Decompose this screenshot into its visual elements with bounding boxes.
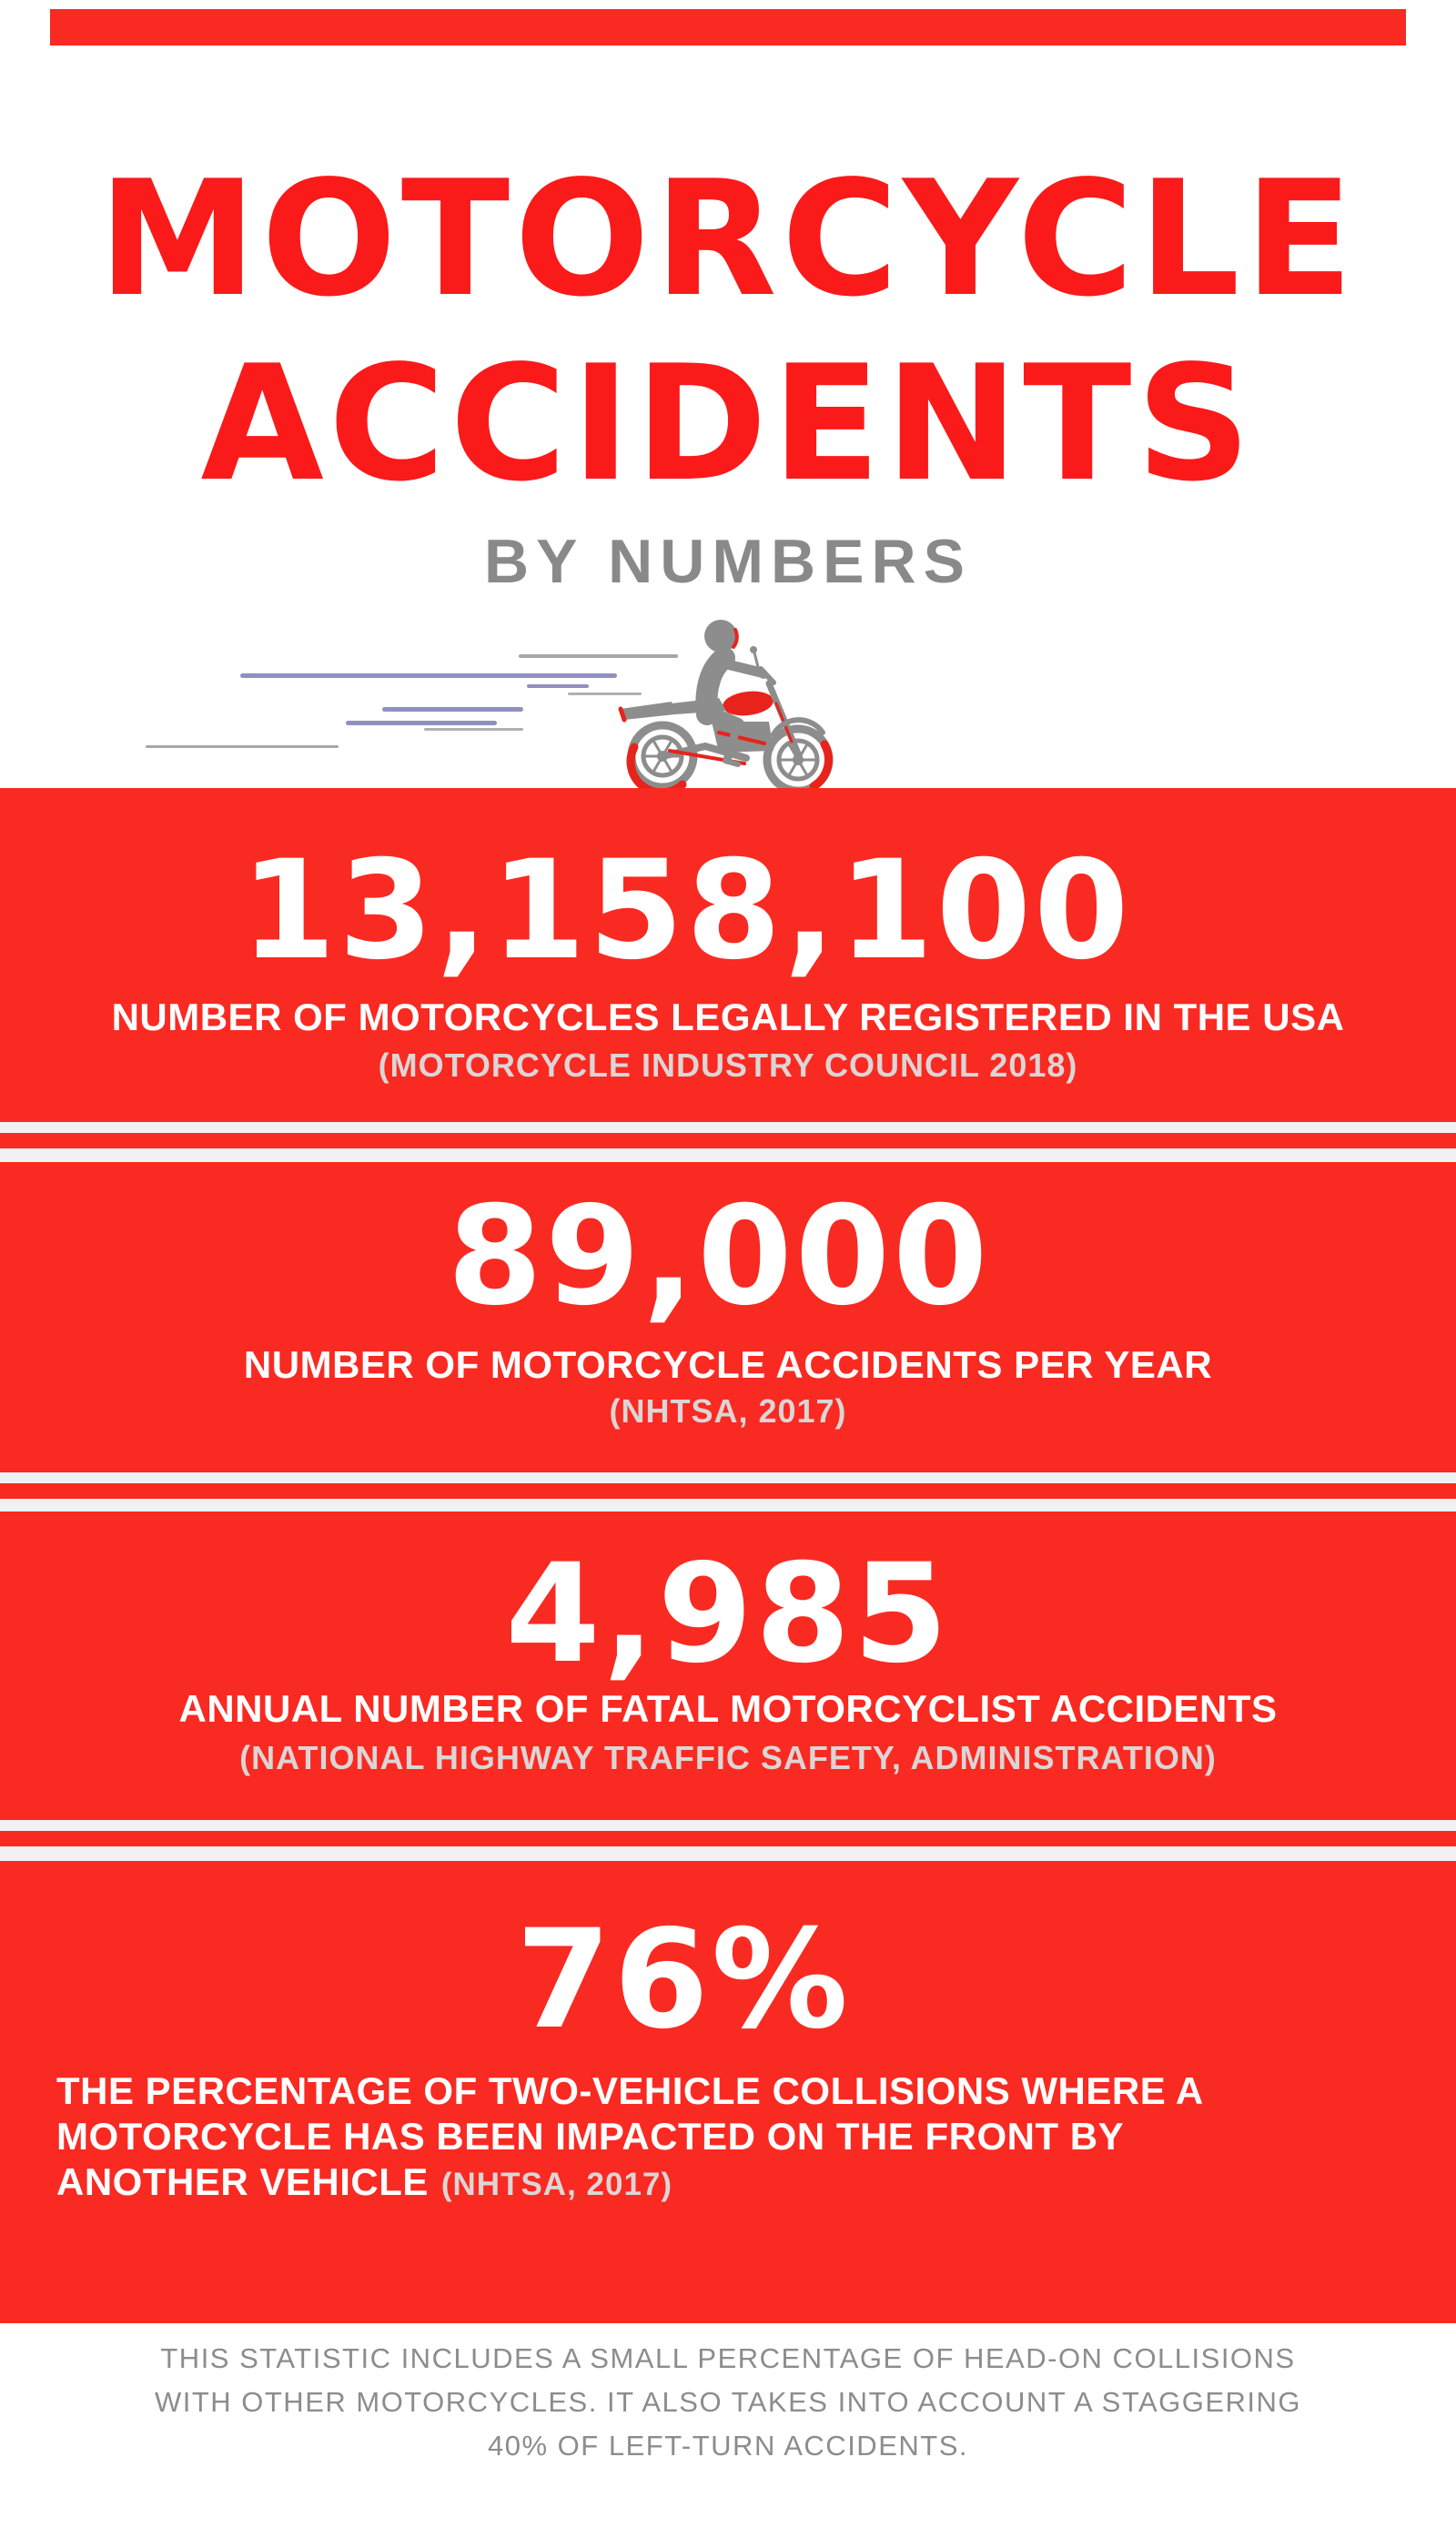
footer-note [0, 2337, 1456, 2468]
stat-label-line [56, 2159, 1403, 2208]
rider-hand [759, 670, 768, 679]
speed-line [527, 684, 589, 688]
band-separator [0, 1472, 1456, 1512]
separator-stripe [0, 1483, 1456, 1499]
bike-tail [621, 702, 675, 720]
speed-line [240, 673, 617, 678]
stat-label-line: MOTORCYCLE HAS BEEN IMPACTED ON THE FRONT BY [56, 2115, 1125, 2158]
speed-line [382, 707, 523, 712]
rider-arm [723, 663, 761, 672]
band-separator [0, 1820, 1456, 1861]
speed-line [424, 728, 523, 731]
footer-line: THIS STATISTIC INCLUDES A SMALL PERCENTAGE OF HEAD-ON COLLISIONS [160, 2342, 1296, 2374]
top-accent-bar [50, 9, 1406, 46]
speed-line [146, 745, 339, 748]
motorcycle-rider-illustration [582, 596, 892, 801]
stat-value: 4,985 [505, 1535, 951, 1694]
stat-label-line: THE PERCENTAGE OF TWO-VEHICLE COLLISIONS WHERE A [56, 2069, 1204, 2112]
band-separator [0, 1122, 1456, 1162]
separator-stripe [0, 1831, 1456, 1846]
footer-line: 40% OF LEFT-TURN ACCIDENTS. [488, 2430, 968, 2462]
stat-label: NUMBER OF MOTORCYCLES LEGALLY REGISTERED IN THE USA [111, 996, 1345, 1038]
separator-stripe [0, 1133, 1456, 1148]
rider-foot [725, 761, 738, 764]
stat-source: (NHTSA, 2017) [609, 1392, 847, 1430]
page-title-line2: ACCIDENTS [200, 332, 1256, 517]
speed-line [346, 721, 497, 725]
stat-label: ANNUAL NUMBER OF FATAL MOTORCYCLIST ACCIDENTS [178, 1687, 1278, 1730]
page-subtitle: BY NUMBERS [484, 527, 972, 596]
bike-mirror-stem [754, 652, 758, 667]
footer-line: WITH OTHER MOTORCYCLES. IT ALSO TAKES INTO ACCOUNT A STAGGERING [154, 2386, 1302, 2418]
stat-value: 76% [515, 1901, 852, 2059]
stat-label: NUMBER OF MOTORCYCLE ACCIDENTS PER YEAR [243, 1343, 1213, 1386]
stat-value: 13,158,100 [240, 832, 1132, 990]
stat-source: (NATIONAL HIGHWAY TRAFFIC SAFETY, ADMINISTRATION) [239, 1739, 1217, 1776]
page-title [0, 147, 1456, 517]
page-title-line1: MOTORCYCLE [97, 147, 1359, 332]
stat-value: 89,000 [447, 1178, 991, 1336]
stat-source: (NHTSA, 2017) [440, 2167, 673, 2202]
bike-mirror [750, 646, 757, 653]
stat-source: (MOTORCYCLE INDUSTRY COUNCIL 2018) [378, 1046, 1078, 1084]
stat-label-multiline [56, 2068, 1403, 2208]
stat-label-line-text: ANOTHER VEHICLE [56, 2160, 429, 2203]
